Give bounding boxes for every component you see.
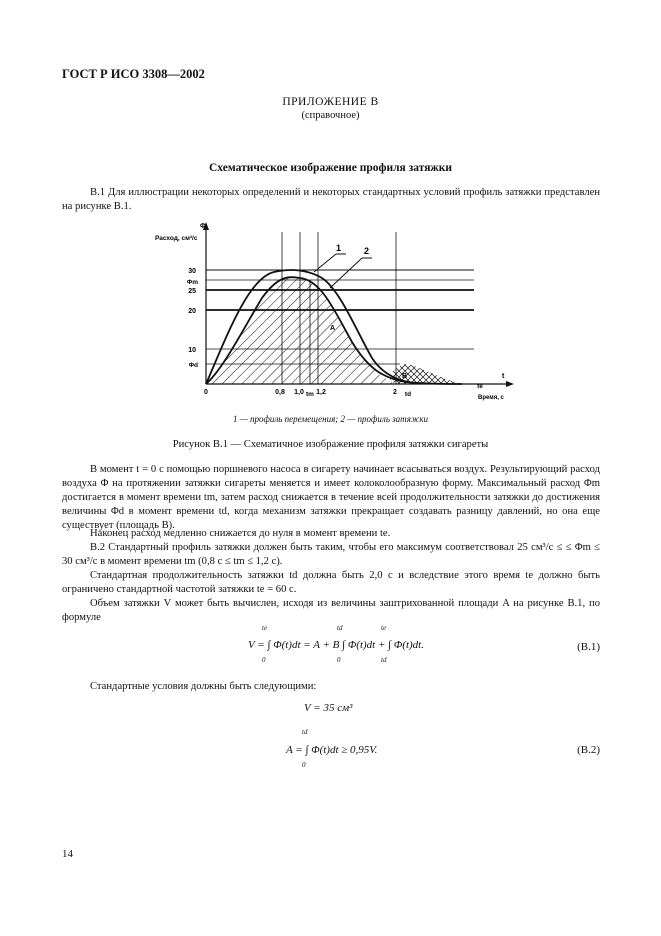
x-symbol-te: te (477, 383, 483, 390)
appendix-title: ПРИЛОЖЕНИЕ В (282, 96, 379, 108)
area-label-b: B (402, 373, 408, 380)
paragraph-4: Стандартная продолжительность затяжки td должна быть 2,0 с и вследствие этого время te должно быть ограничено стандартной частотой затяжки te = 60 с. (62, 570, 600, 595)
document-header: ГОСТ Р ИСО 3308—2002 (62, 67, 205, 81)
formula-b1-lim-6: td (381, 656, 387, 664)
formula-b2-lim-2: 0 (302, 761, 306, 769)
y-symbol-phim: Φm (186, 279, 198, 286)
curve-label-1: 1 (336, 243, 342, 253)
x-axis-symbol: t (502, 373, 505, 380)
formula-b1-lim-2: 0 (262, 656, 266, 664)
figure-legend: 1 — профиль перемещения; 2 — профиль затяжки (232, 414, 429, 424)
formula-b1-lim-3: td (337, 624, 343, 632)
paragraph-6: Стандартные условия должны быть следующими: (90, 681, 317, 692)
formula-v: V = 35 см³ (304, 702, 353, 714)
paragraph-b1: В.1 Для иллюстрации некоторых определений и некоторых стандартных условий профиль затяжки представлен на рисунке В.1. (62, 187, 600, 212)
paragraph-2: Наконец расход медленно снижается до нуля в момент времени te. (90, 528, 391, 539)
paragraph-5: Объем затяжки V может быть вычислен, исходя из величины заштрихованной площади A на рисунке В.1, по формуле (62, 598, 600, 623)
paragraph-1: В момент t = 0 с помощью поршневого насоса в сигарету начинает всасываться воздух. Результирующий расход воздуха Φ на протяжении затяжки сигареты меняется и имеет колоколообразную форму. Максимальный расход Φm достигается в момент времени tm, затем расход снижается в течение всей продолжительности затяжки до достижения величины Φd в момент времени td, когда механизм затяжки прекращает создавать разницу давлений, но она еще существует (площадь B). (62, 464, 600, 531)
formula-b2: A = ∫ Φ(t)dt ≥ 0,95V. (286, 744, 378, 756)
formula-b2-lim-1: td (302, 728, 308, 736)
figure-caption: Рисунок В.1 — Схематичное изображение профиля затяжки сигареты (172, 439, 489, 450)
x-tick-12: 1,2 (316, 389, 326, 396)
x-symbol-tm: tm (306, 391, 314, 398)
y-tick-10: 10 (188, 347, 196, 354)
section-title: Схематическое изображение профиля затяжки (208, 162, 453, 174)
y-symbol-phid: Φd (188, 362, 198, 369)
formula-b2-number: (B.2) (577, 744, 600, 756)
formula-b1-lim-4: 0 (337, 656, 341, 664)
formula-b1: V = ∫ Φ(t)dt = A + B ∫ Φ(t)dt + ∫ Φ(t)dt. (248, 639, 424, 651)
puff-profile-figure (150, 218, 530, 408)
x-tick-10: 1,0 (294, 389, 304, 396)
y-tick-20: 20 (188, 308, 196, 315)
y-axis-label: Расход, см³/с (155, 235, 198, 242)
formula-b1-number: (B.1) (577, 641, 600, 653)
x-tick-0: 0 (204, 389, 208, 396)
area-label-a: A (330, 325, 336, 332)
area-a-hatch (206, 277, 396, 384)
appendix-subtitle: (справочное) (301, 110, 360, 121)
y-tick-30: 30 (188, 268, 196, 275)
formula-b1-lim-1: te (262, 624, 268, 632)
x-symbol-td: td (404, 391, 412, 398)
x-tick-08: 0,8 (275, 389, 285, 396)
formula-b1-lim-5: te (381, 624, 387, 632)
curve-label-2: 2 (364, 246, 370, 256)
page-number: 14 (62, 848, 73, 860)
x-axis-label: Время, с (478, 395, 504, 401)
y-tick-25: 25 (188, 288, 196, 295)
y-axis-symbol: Φ (200, 223, 206, 230)
paragraph-3: В.2 Стандартный профиль затяжки должен быть таким, чтобы его максимум соответствовал 25 см³/с ≤ ≤ Φm ≤ 30 см³/с в момент времени tm (0,8 с ≤ tm ≤ 1,2 с). (62, 542, 600, 567)
x-tick-2: 2 (393, 389, 397, 396)
